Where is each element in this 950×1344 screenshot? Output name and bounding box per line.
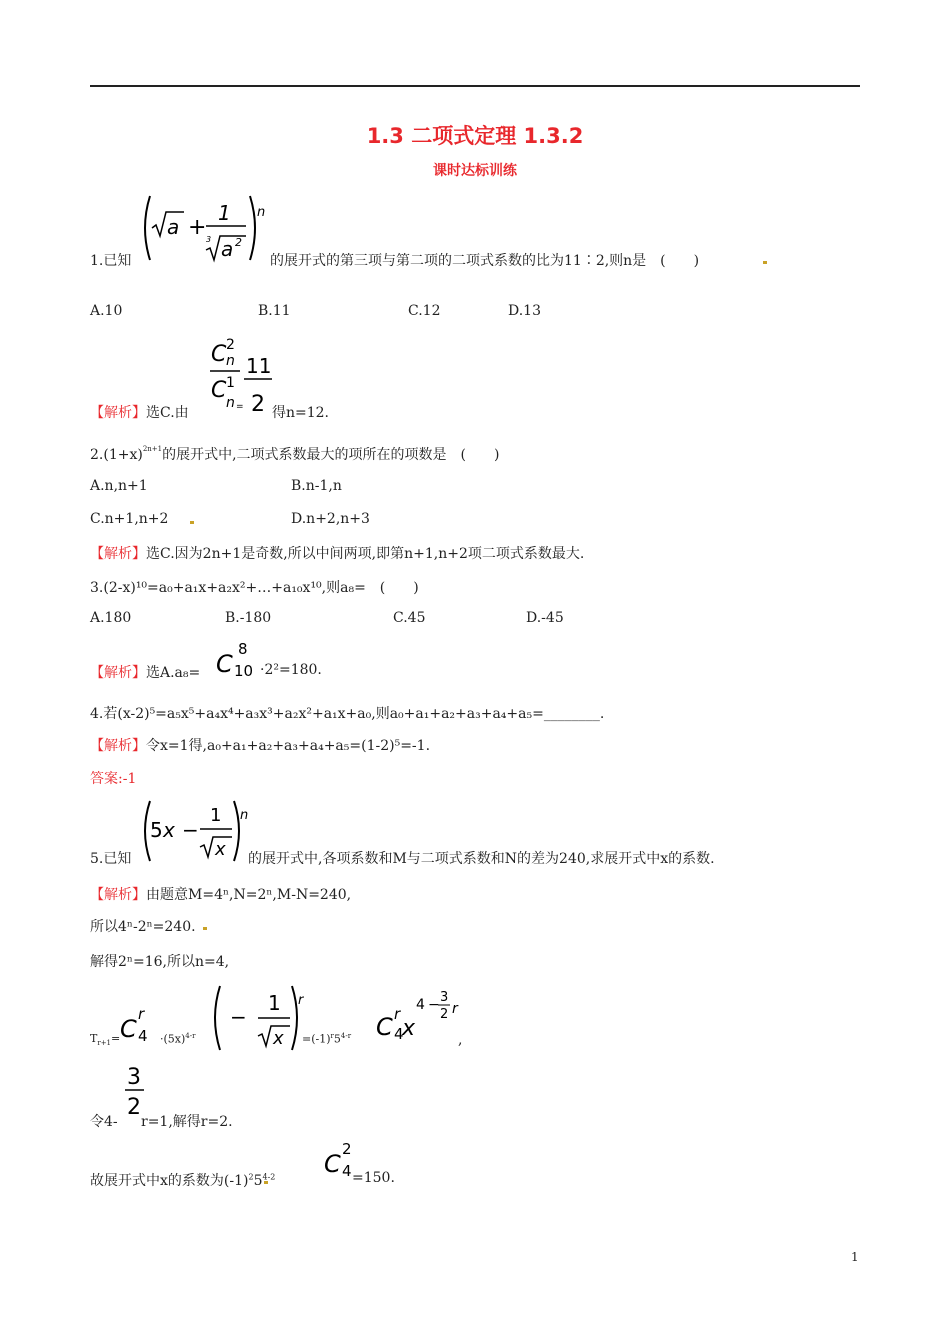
svg-text:2: 2	[251, 392, 265, 417]
svg-text:C: C	[211, 342, 227, 367]
q4-answer: 答案:-1	[90, 771, 137, 787]
svg-text:2: 2	[235, 236, 242, 249]
svg-text:2: 2	[127, 1095, 141, 1118]
q5-stem: 的展开式中,各项系数和M与二项式系数和N的差为240,求展开式中x的系数.	[248, 851, 715, 867]
svg-text:−: −	[428, 997, 440, 1013]
page-title: 1.3 二项式定理 1.3.2	[366, 124, 584, 148]
q5-line6-post: =150.	[352, 1170, 395, 1186]
header-rule	[90, 85, 860, 87]
svg-text:C: C	[120, 1015, 137, 1043]
q4-stem: 4.若(x-2)⁵=a₅x⁵+a₄x⁴+a₃x³+a₂x²+a₁x+a₀,则a₀+a₁+a₂+a₃+a₄+a₅=________.	[90, 706, 605, 722]
svg-text:C: C	[211, 378, 227, 403]
scan-dot	[190, 521, 194, 524]
svg-text:2: 2	[440, 1007, 449, 1022]
q2-solution-text: 选C.因为2n+1是奇数,所以中间两项,即第n+1,n+2项二项式系数最大.	[146, 546, 585, 562]
svg-text:r: r	[394, 1005, 401, 1023]
q2-option-c: C.n+1,n+2	[90, 511, 169, 527]
q2-option-a: A.n,n+1	[90, 478, 148, 494]
q4-solution-text: 令x=1得,a₀+a₁+a₂+a₃+a₄+a₅=(1-2)⁵=-1.	[146, 738, 431, 754]
q5-line1-text: 由题意M=4ⁿ,N=2ⁿ,M-N=240,	[146, 887, 352, 903]
q1-option-c: C.12	[408, 303, 441, 319]
page-number: 1	[851, 1250, 859, 1264]
svg-text:=: =	[236, 402, 244, 412]
svg-text:r: r	[138, 1005, 145, 1023]
svg-text:+: +	[188, 215, 207, 240]
scan-dot	[763, 261, 767, 264]
svg-text:r: r	[298, 993, 304, 1008]
q5-term-eq2	[302, 1032, 351, 1046]
svg-text:n: n	[226, 353, 235, 369]
q5-formula	[140, 795, 252, 871]
svg-text:−: −	[230, 1005, 247, 1029]
svg-text:4: 4	[138, 1027, 148, 1045]
term-5x: ·(5x)	[160, 1032, 186, 1046]
term-t: T	[90, 1032, 98, 1045]
q3-option-d: D.-45	[526, 610, 564, 626]
term-exp: 4-r	[185, 1032, 196, 1040]
q3-option-a: A.180	[90, 610, 132, 626]
q5-line5-pre: 令4-	[90, 1114, 118, 1130]
line6-exp: 2	[248, 1172, 254, 1182]
svg-text:x: x	[215, 839, 226, 860]
term-five: 5	[333, 1032, 341, 1046]
scan-dot	[203, 927, 207, 930]
svg-text:3: 3	[440, 990, 449, 1005]
svg-text:11: 11	[246, 354, 272, 378]
svg-text:x: x	[402, 1016, 416, 1041]
q5-term-c4rx	[374, 985, 462, 1051]
solution-tag: 【解析】	[90, 546, 146, 562]
line6-five: 5	[253, 1173, 263, 1189]
q5-prefix: 5.已知	[90, 851, 132, 867]
q3-stem: 3.(2-x)¹⁰=a₀+a₁x+a₂x²+…+a₁₀x¹⁰,则a₈= ( )	[90, 580, 419, 596]
svg-text:x: x	[163, 818, 175, 842]
q5-solution-line3: 解得2ⁿ=16,所以n=4,	[90, 954, 230, 970]
q3-solution-pre: 选A.a₈=	[146, 665, 201, 681]
scan-dot	[264, 1181, 268, 1184]
q1-prefix: 1.已知	[90, 253, 132, 269]
svg-text:10: 10	[234, 662, 254, 680]
q5-line6	[90, 1170, 275, 1190]
svg-text:1: 1	[268, 991, 281, 1015]
svg-text:n: n	[226, 395, 235, 411]
q5-line6-c42	[322, 1140, 356, 1188]
svg-text:a: a	[221, 237, 234, 261]
svg-text:a: a	[167, 215, 180, 239]
q5-line5-post: r=1,解得r=2.	[141, 1114, 233, 1130]
q1-stem: 的展开式的第三项与第二项的二项式系数的比为11∶2,则n是 ( )	[270, 253, 700, 269]
term-subscript: r+1	[97, 1039, 112, 1048]
page-subtitle: 课时达标训练	[433, 163, 517, 179]
svg-text:n: n	[240, 808, 249, 823]
q2-stem-exponent: 2n+1	[142, 445, 163, 453]
svg-text:8: 8	[238, 640, 248, 658]
svg-text:4: 4	[342, 1162, 352, 1180]
q1-solution-pre: 选C.由	[146, 405, 189, 421]
q3-solution-post: ·2²=180.	[260, 662, 322, 678]
q2-option-b: B.n-1,n	[291, 478, 342, 494]
q1-option-d: D.13	[508, 303, 541, 319]
q5-term-mid	[160, 1032, 195, 1046]
term-equals: =	[111, 1032, 121, 1045]
q1-formula	[140, 190, 270, 274]
svg-text:−: −	[182, 818, 199, 842]
svg-text:n: n	[257, 205, 266, 220]
q1-option-a: A.10	[90, 303, 123, 319]
q5-solution-line1	[90, 884, 351, 904]
svg-text:C: C	[216, 650, 233, 678]
q4-solution	[90, 735, 430, 755]
term-exp2: 4-r	[340, 1032, 352, 1040]
solution-tag: 【解析】	[90, 738, 146, 754]
q5-term-end: ,	[458, 1032, 463, 1048]
svg-text:2: 2	[342, 1140, 352, 1158]
svg-text:4: 4	[394, 1025, 404, 1043]
q3-option-b: B.-180	[225, 610, 272, 626]
q5-solution-line2: 所以4ⁿ-2ⁿ=240.	[90, 919, 196, 935]
q1-solution	[90, 402, 189, 422]
svg-text:3: 3	[206, 235, 212, 244]
q2-option-d: D.n+2,n+3	[291, 511, 370, 527]
svg-text:1: 1	[226, 375, 235, 391]
q2-stem-pre: 2.(1+x)	[90, 447, 143, 463]
q2-solution	[90, 543, 584, 563]
q3-option-c: C.45	[393, 610, 426, 626]
solution-tag: 【解析】	[90, 665, 146, 681]
svg-text:1: 1	[210, 805, 222, 826]
q2-stem	[90, 444, 499, 464]
svg-text:r: r	[452, 1001, 458, 1017]
q2-stem-post: 的展开式中,二项式系数最大的项所在的项数是 ( )	[162, 447, 500, 463]
svg-text:3: 3	[127, 1065, 141, 1090]
q5-term-c4r	[118, 1005, 154, 1049]
line6-pre: 故展开式中x的系数为(-1)	[90, 1173, 249, 1189]
q5-term-prefix	[90, 1032, 120, 1047]
svg-text:5: 5	[150, 818, 163, 842]
term-r: r	[330, 1032, 334, 1040]
q3-solution-formula	[214, 636, 264, 686]
q1-solution-post: 得n=12.	[272, 405, 330, 421]
term-neg1: =(-1)	[302, 1032, 331, 1046]
solution-tag: 【解析】	[90, 405, 146, 421]
line6-exp2: 4-2	[262, 1172, 276, 1182]
q5-term-paren	[210, 980, 306, 1060]
q1-solution-formula	[208, 335, 278, 424]
svg-text:C: C	[324, 1150, 341, 1178]
solution-tag: 【解析】	[90, 887, 146, 903]
svg-text:2: 2	[226, 337, 235, 353]
svg-text:4: 4	[416, 997, 425, 1013]
svg-text:x: x	[273, 1028, 284, 1049]
svg-text:C: C	[376, 1013, 393, 1041]
svg-text:1: 1	[218, 201, 231, 225]
q3-solution	[90, 662, 200, 682]
q1-option-b: B.11	[258, 303, 291, 319]
